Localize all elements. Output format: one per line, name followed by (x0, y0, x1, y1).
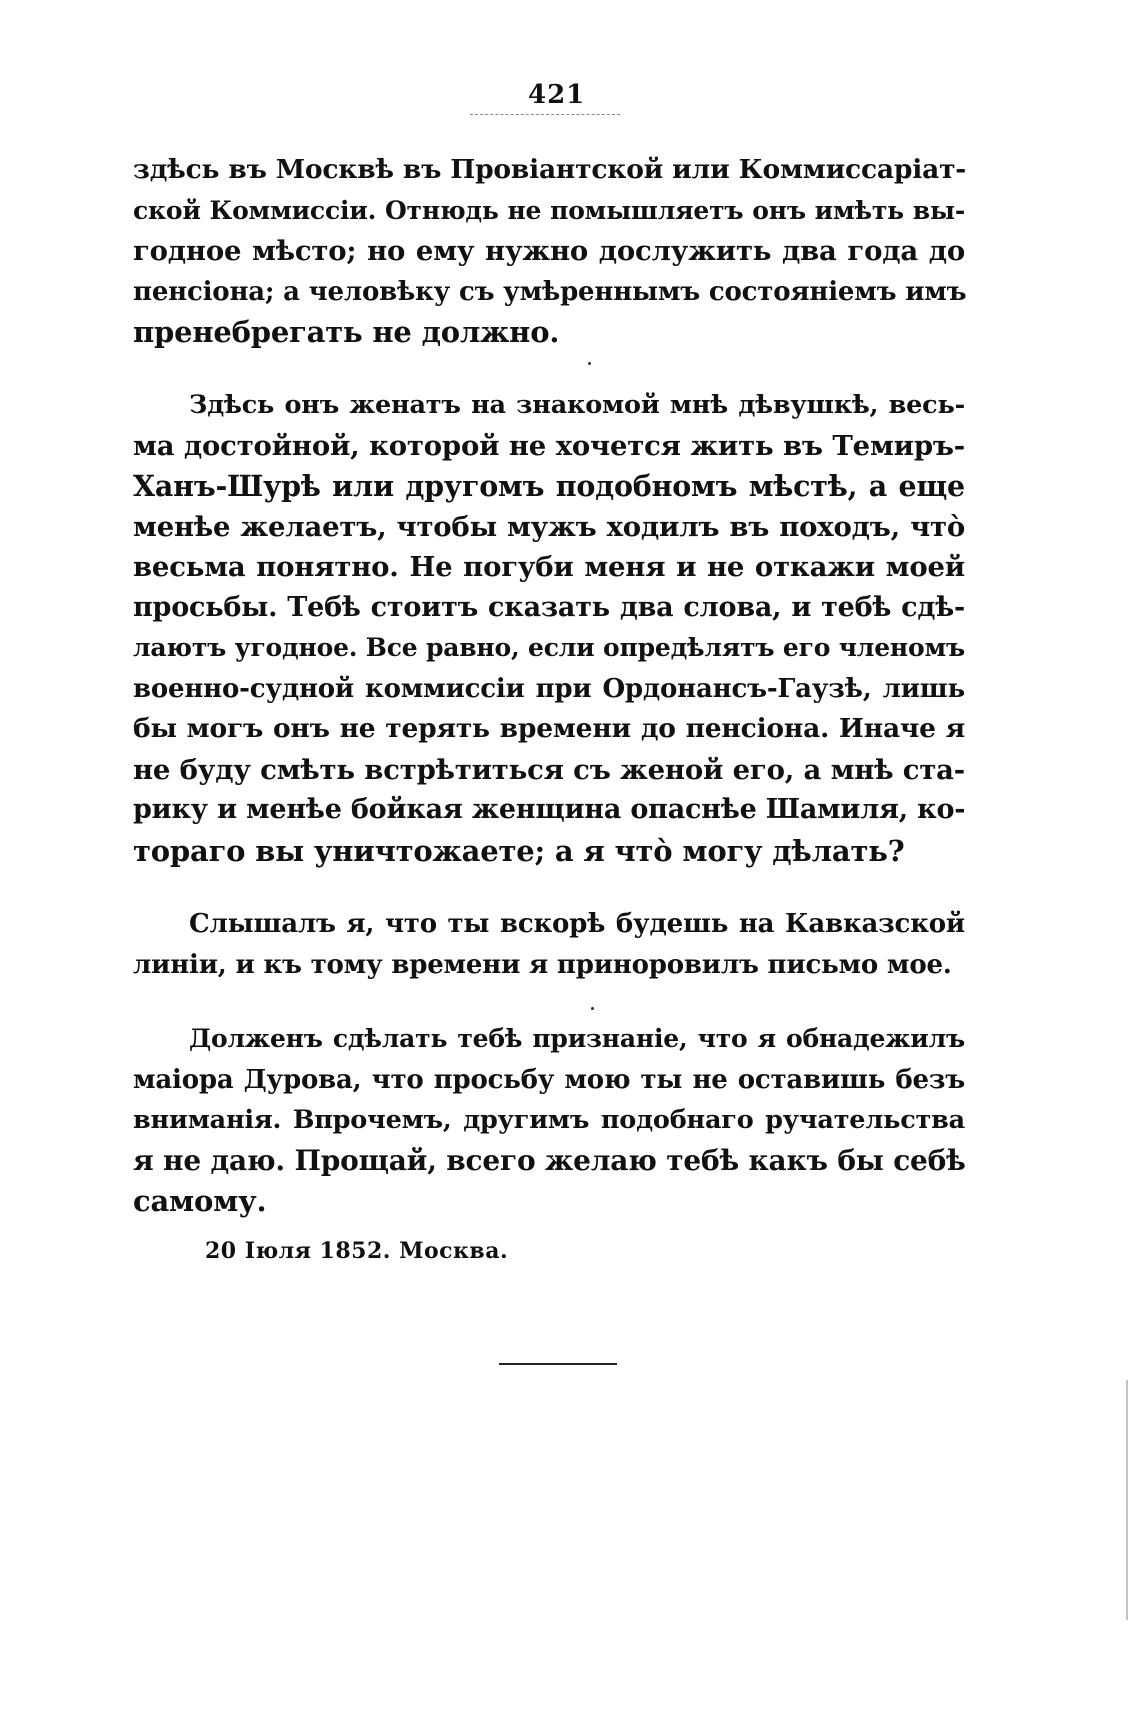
text-line: ской Коммиссіи. Отнюдь не помышляетъ онъ имѣть вы- (133, 195, 965, 225)
text-line: весьма понятно. Не погуби меня и не откажи моей (133, 551, 965, 583)
print-speck (588, 362, 591, 365)
text-line: маіора Дурова, что просьбу мою ты не оставишь безъ (133, 1064, 965, 1095)
paragraph-2 (133, 385, 965, 871)
text-line: ма достойной, которой не хочется жить въ Темиръ- (133, 429, 965, 462)
text-line: Ханъ-Шурѣ или другомъ подобномъ мѣстѣ, а еще (133, 469, 965, 503)
paragraph-4 (133, 1019, 965, 1222)
text-line: Слышалъ я, что ты вскорѣ будешь на Кавказской (189, 909, 965, 939)
text-line: бы могъ онъ не терять времени до пенсіона. Иначе я (133, 713, 965, 744)
text-line: лаютъ угодное. Все равно, если опредѣлятъ его членомъ (133, 633, 965, 662)
text-line: годное мѣсто; но ему нужно дослужить два года до (133, 235, 965, 267)
text-line: пенсіона; а человѣку съ умѣреннымъ состояніемъ имъ (133, 276, 967, 307)
text-line: Долженъ сдѣлать тебѣ признаніе, что я обнадежилъ (189, 1024, 965, 1053)
text-line: не буду смѣть встрѣтиться съ женой его, а мнѣ ста- (133, 753, 965, 786)
text-line: тораго вы уничтожаете; а я что̀ могу дѣлать? (133, 833, 905, 868)
text-line: пренебрегать не должно. (133, 315, 560, 349)
print-speck (591, 1007, 594, 1010)
page-number: 421 (528, 80, 586, 110)
text-line: Здѣсь онъ женатъ на знакомой мнѣ дѣвушкѣ, весь- (189, 390, 965, 420)
text-line: я не даю. Прощай, всего желаю тебѣ какъ бы себѣ (133, 1143, 966, 1177)
text-line: линіи, и къ тому времени я приноровилъ письмо мое. (133, 949, 952, 980)
text-line: здѣсь въ Москвѣ въ Провіантской или Коммиссаріат- (133, 154, 967, 185)
text-line: менѣе желаетъ, чтобы мужъ ходилъ въ походъ, что̀ (133, 510, 965, 543)
text-line: вниманія. Впрочемъ, другимъ подобнаго ручательства (133, 1105, 965, 1135)
paragraph-3 (133, 904, 965, 985)
text-line: военно-судной коммиссіи при Ордонансъ-Гаузѣ, лишь (133, 673, 965, 704)
text-line: рику и менѣе бойкая женщина опаснѣе Шамиля, ко- (133, 794, 966, 825)
paragraph-1 (133, 150, 965, 353)
date-signature: 20 Іюля 1852. Москва. (205, 1238, 509, 1264)
page-number-ornament (470, 114, 620, 119)
end-rule (499, 1363, 617, 1365)
scan-edge-mark (1126, 1380, 1128, 1620)
text-line: самому. (133, 1184, 267, 1218)
text-line: просьбы. Тебѣ стоитъ сказать два слова, и тебѣ сдѣ- (133, 591, 965, 623)
